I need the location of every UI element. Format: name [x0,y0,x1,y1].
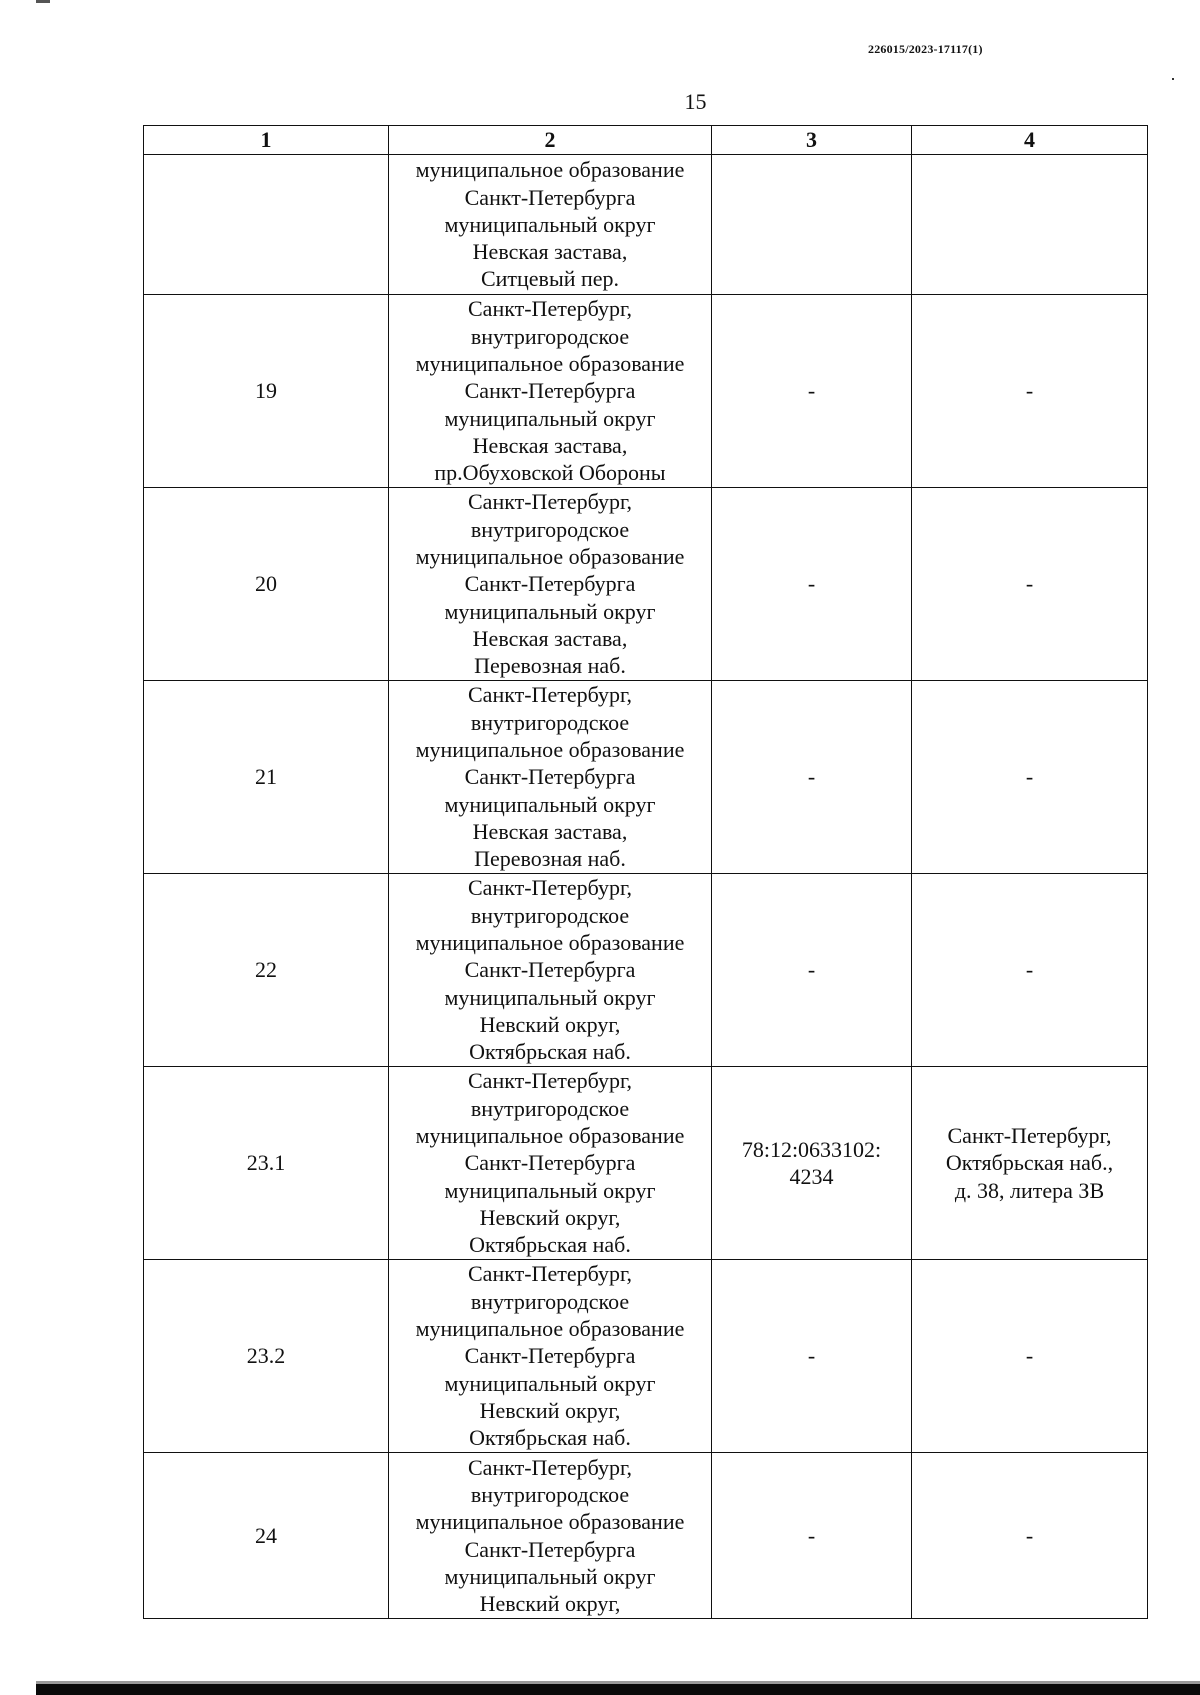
object-address-cell-line: - [1025,1343,1034,1369]
address-cell-line: муниципальное образование [415,1509,685,1535]
object-address-cell-line: - [1025,378,1034,404]
object-address-cell [912,1453,1148,1619]
object-address-cell [912,874,1148,1067]
address-cell-line: Санкт-Петербург, [468,682,632,708]
row-number-cell: 19 [144,295,389,488]
object-address-cell-line: - [1025,957,1034,983]
address-cell-line: Невская застава, [472,432,628,458]
address-cell-line: Невский округ, [479,1011,621,1037]
table-row [144,1067,1148,1260]
column-header-1: 1 [144,126,389,155]
address-cell-line: Санкт-Петербург, [468,489,632,515]
address-cell-line: внутригородское [470,709,630,735]
address-cell-line: муниципальное образование [415,1316,685,1342]
column-header-2: 2 [389,126,712,155]
object-address-cell [912,488,1148,681]
address-cell-line: муниципальный округ [444,984,656,1010]
address-cell [389,155,712,295]
row-number-cell: 21 [144,681,389,874]
cadastral-number-cell-line: - [807,1343,816,1369]
address-cell-line: Санкт-Петербурга [464,571,636,597]
address-cell-line: внутригородское [470,902,630,928]
address-cell-line: Санкт-Петербург, [468,296,632,322]
address-cell-line: Невский округ, [479,1204,621,1230]
table-row [144,155,1148,295]
document-id: 226015/2023-17117(1) [868,42,983,56]
cadastral-number-cell-line: - [807,1522,816,1548]
row-number-cell: 23.1 [144,1067,389,1260]
address-cell-line: Невский округ, [479,1591,621,1617]
address-cell-line: внутригородское [470,516,630,542]
address-cell-line: внутригородское [470,1288,630,1314]
object-address-cell-line: - [1025,764,1034,790]
column-header-3: 3 [712,126,912,155]
address-cell [389,1067,712,1260]
object-address-cell [912,1067,1148,1260]
address-cell [389,874,712,1067]
address-cell-line: муниципальное образование [415,1123,685,1149]
scan-dot-mark [1172,78,1174,80]
table-header-row [144,126,1148,155]
address-cell-line: Санкт-Петербург, [468,1261,632,1287]
address-cell-line: внутригородское [470,323,630,349]
registry-table [143,125,1148,1619]
address-cell-line: Санкт-Петербург, [468,1068,632,1094]
address-cell-line: муниципальный округ [444,598,656,624]
address-cell-line: Невская застава, [472,625,628,651]
cadastral-number-cell-line: 4234 [789,1164,834,1189]
address-cell-line: внутригородское [470,1095,630,1121]
scan-bottom-bar [36,1684,1200,1695]
table-body [144,155,1148,1619]
object-address-cell [912,155,1148,295]
address-cell-line: муниципальное образование [415,737,685,763]
address-cell-line: Невская застава, [472,239,628,265]
object-address-cell [912,1260,1148,1453]
address-cell-line: Невская застава, [472,818,628,844]
address-cell [389,1260,712,1453]
table-row [144,1453,1148,1619]
object-address-cell-line: - [1025,1522,1034,1548]
address-cell-line: Санкт-Петербурга [464,1150,636,1176]
cadastral-number-cell-line: 78:12:0633102: [741,1136,882,1162]
address-cell-line: Санкт-Петербург, [468,875,632,901]
address-cell [389,1453,712,1619]
address-cell [389,488,712,681]
cadastral-number-cell [712,1067,912,1260]
address-cell-line: Октябрьская наб. [469,1232,631,1258]
address-cell-line: муниципальный округ [444,1563,656,1589]
row-number-cell: 20 [144,488,389,681]
address-cell-line: Ситцевый пер. [480,266,620,292]
address-cell-line: муниципальный округ [444,211,656,237]
table-row [144,488,1148,681]
cadastral-number-cell [712,295,912,488]
cadastral-number-cell [712,488,912,681]
address-cell-line: Санкт-Петербурга [464,957,636,983]
object-address-cell [912,295,1148,488]
row-number-cell: 24 [144,1453,389,1619]
address-cell-line: Санкт-Петербурга [464,1343,636,1369]
scan-corner-mark [36,0,50,3]
address-cell-line: Санкт-Петербурга [464,1536,636,1562]
cadastral-number-cell [712,874,912,1067]
address-cell-line: пр.Обуховской Обороны [434,460,666,486]
cadastral-number-cell [712,155,912,295]
address-cell [389,295,712,488]
address-cell-line: Невский округ, [479,1397,621,1423]
cadastral-number-cell-line: - [807,571,816,597]
address-cell-line: муниципальный округ [444,1370,656,1396]
address-cell [389,681,712,874]
cadastral-number-cell-line: - [807,378,816,404]
address-cell-line: Перевозная наб. [474,846,626,872]
cadastral-number-cell [712,1453,912,1619]
cadastral-number-cell-line: - [807,764,816,790]
address-cell-line: Перевозная наб. [474,653,626,679]
address-cell-line: внутригородское [470,1481,630,1507]
address-cell-line: Санкт-Петербурга [464,764,636,790]
address-cell-line: Санкт-Петербурга [464,184,636,210]
object-address-cell-line: Санкт-Петербург, [947,1123,1112,1149]
address-cell-line: муниципальное образование [415,351,685,377]
address-cell-line: муниципальный округ [444,791,656,817]
cadastral-number-cell [712,681,912,874]
address-cell-line: муниципальный округ [444,405,656,431]
object-address-cell [912,681,1148,874]
row-number-cell [144,155,389,295]
cadastral-number-cell [712,1260,912,1453]
address-cell-line: Санкт-Петербург, [468,1454,632,1480]
address-cell-line: муниципальное образование [415,930,685,956]
page-number: 15 [684,89,707,114]
table-row [144,874,1148,1067]
table-row [144,295,1148,488]
address-cell-line: муниципальное образование [415,157,685,183]
object-address-cell-line: д. 38, литера ЗВ [954,1177,1105,1203]
object-address-cell-line: Октябрьская наб., [945,1150,1114,1176]
table-row [144,1260,1148,1453]
address-cell-line: муниципальное образование [415,544,685,570]
row-number-cell: 23.2 [144,1260,389,1453]
table-row [144,681,1148,874]
address-cell-line: Санкт-Петербурга [464,378,636,404]
object-address-cell-line: - [1025,571,1034,597]
column-header-4: 4 [912,126,1148,155]
address-cell-line: Октябрьская наб. [469,1425,631,1451]
address-cell-line: Октябрьская наб. [469,1039,631,1065]
cadastral-number-cell-line: - [807,957,816,983]
row-number-cell: 22 [144,874,389,1067]
address-cell-line: муниципальный округ [444,1177,656,1203]
